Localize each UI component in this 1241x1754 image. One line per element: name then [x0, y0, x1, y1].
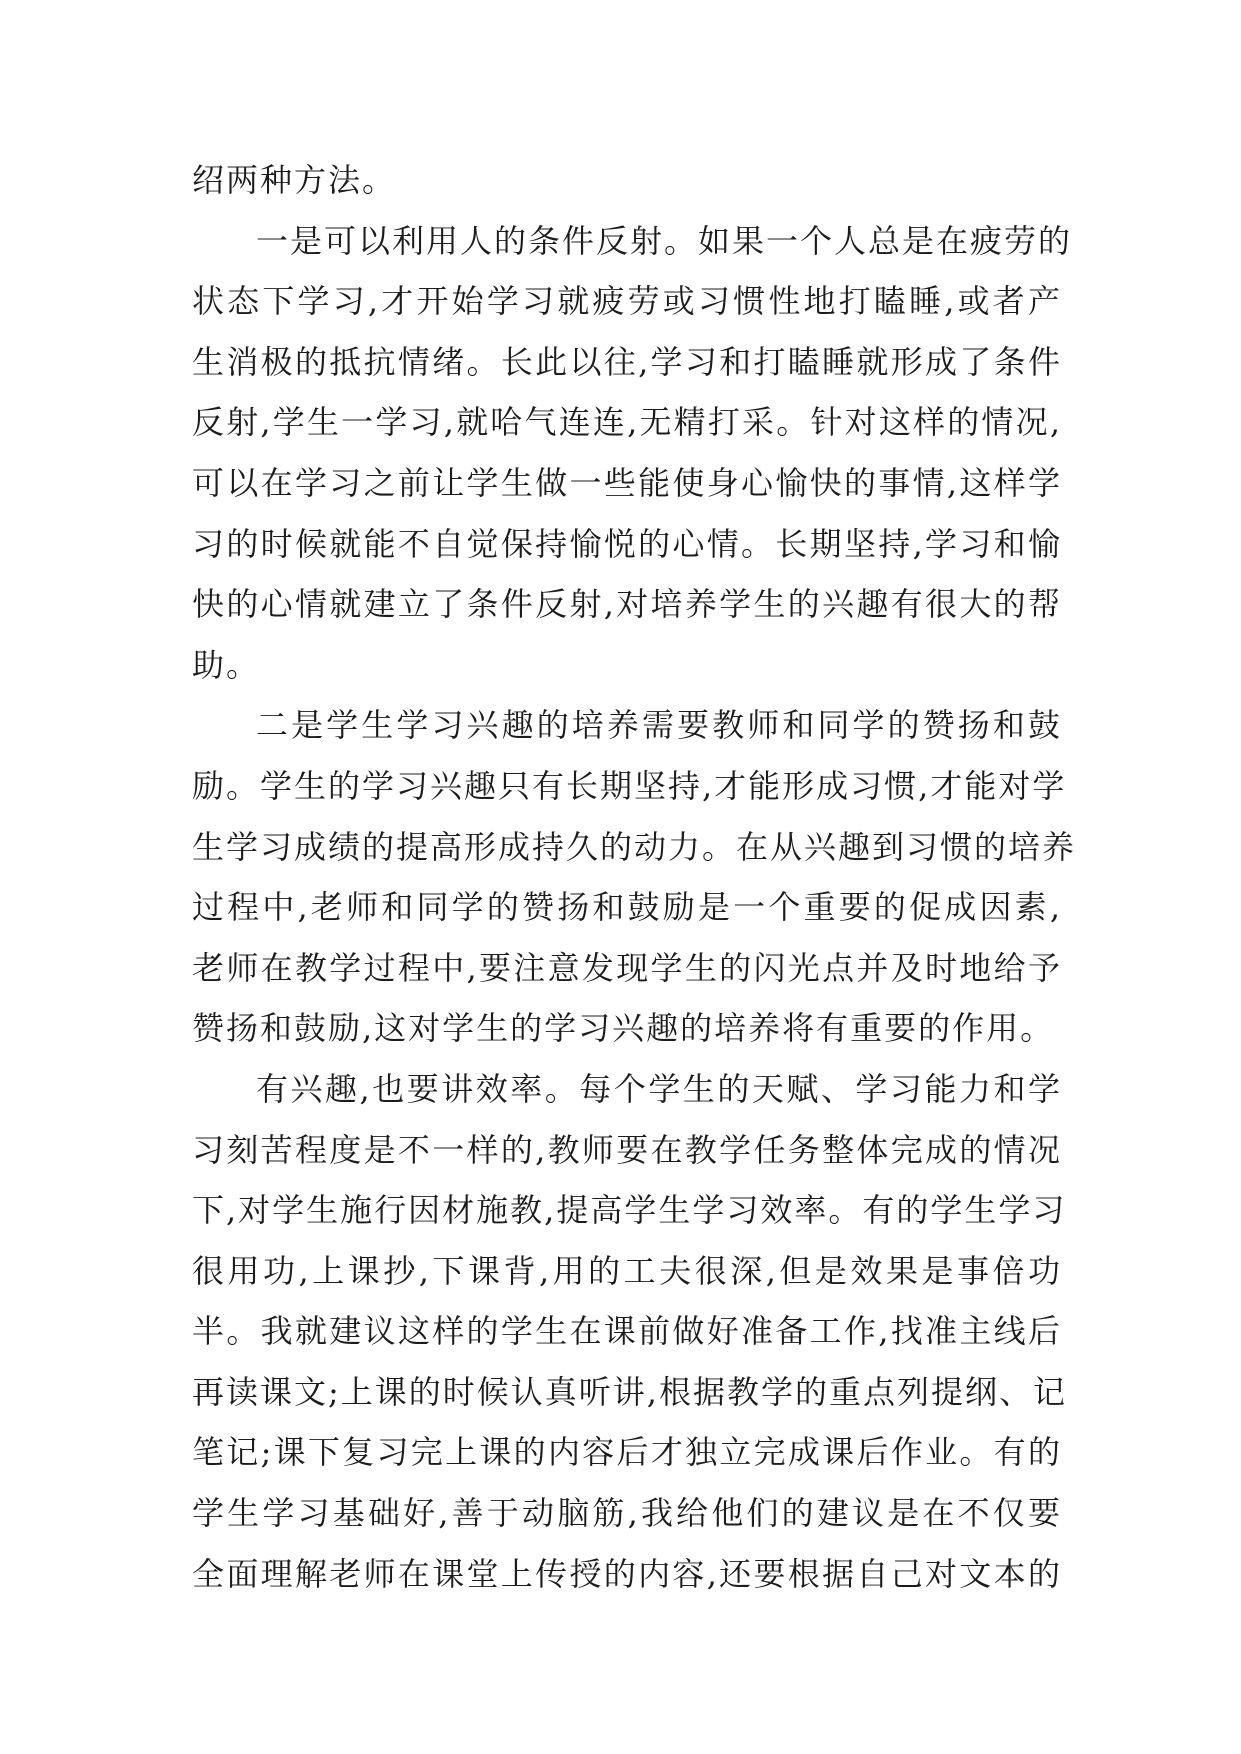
text-line: 状态下学习,才开始学习就疲劳或习惯性地打瞌睡,或者产: [192, 282, 1062, 321]
text-line: 习的时候就能不自觉保持愉悦的心情。长期坚持,学习和愉: [192, 524, 1062, 563]
paragraph-2: [192, 211, 1073, 696]
text-line: 学生学习基础好,善于动脑筋,我给他们的建议是在不仅要: [192, 1494, 1062, 1533]
text-line: 励。学生的学习兴趣只有长期坚持,才能形成习惯,才能对学: [192, 766, 1067, 805]
text-line: 笔记;课下复习完上课的内容后才独立完成课后作业。有的: [192, 1433, 1062, 1472]
paragraph-4: [192, 1059, 1067, 1604]
paragraph-3: [192, 695, 1077, 1059]
text-line: 半。我就建议这样的学生在课前做好准备工作,找准主线后: [192, 1312, 1062, 1351]
text-line: 全面理解老师在课堂上传授的内容,还要根据自己对文本的: [192, 1554, 1062, 1593]
text-line: 很用功,上课抄,下课背,用的工夫很深,但是效果是事倍功: [192, 1251, 1062, 1290]
text-line: 生消极的抵抗情绪。长此以往,学习和打瞌睡就形成了条件: [192, 342, 1062, 381]
text-line: 有兴趣,也要讲效率。每个学生的天赋、学习能力和学: [256, 1069, 1062, 1108]
text-line: 一是可以利用人的条件反射。如果一个人总是在疲劳的: [256, 221, 1073, 260]
text-line: 绍两种方法。: [192, 161, 397, 199]
text-line: 过程中,老师和同学的赞扬和鼓励是一个重要的促成因素,: [192, 888, 1062, 927]
text-line: 快的心情就建立了条件反射,对培养学生的兴趣有很大的帮: [192, 585, 1062, 624]
text-line: 老师在教学过程中,要注意发现学生的闪光点并及时地给予: [192, 948, 1062, 987]
text-line: 生学习成绩的提高形成持久的动力。在从兴趣到习惯的培养: [192, 827, 1077, 866]
paragraph-1: [192, 150, 1062, 211]
text-line: 二是学生学习兴趣的培养需要教师和同学的赞扬和鼓: [256, 706, 1062, 745]
text-line: 下,对学生施行因材施教,提高学生学习效率。有的学生学习: [192, 1191, 1067, 1230]
text-line: 再读课文;上课的时候认真听讲,根据教学的重点列提纲、记: [192, 1372, 1067, 1411]
text-line: 助。: [192, 645, 261, 684]
text-line: 赞扬和鼓励,这对学生的学习兴趣的培养将有重要的作用。: [192, 1009, 1055, 1048]
document-body: [192, 150, 1077, 1604]
text-line: 反射,学生一学习,就哈气连连,无精打采。针对这样的情况,: [192, 403, 1062, 442]
text-line: 习刻苦程度是不一样的,教师要在教学任务整体完成的情况: [192, 1130, 1062, 1169]
text-line: 可以在学习之前让学生做一些能使身心愉快的事情,这样学: [192, 463, 1062, 502]
